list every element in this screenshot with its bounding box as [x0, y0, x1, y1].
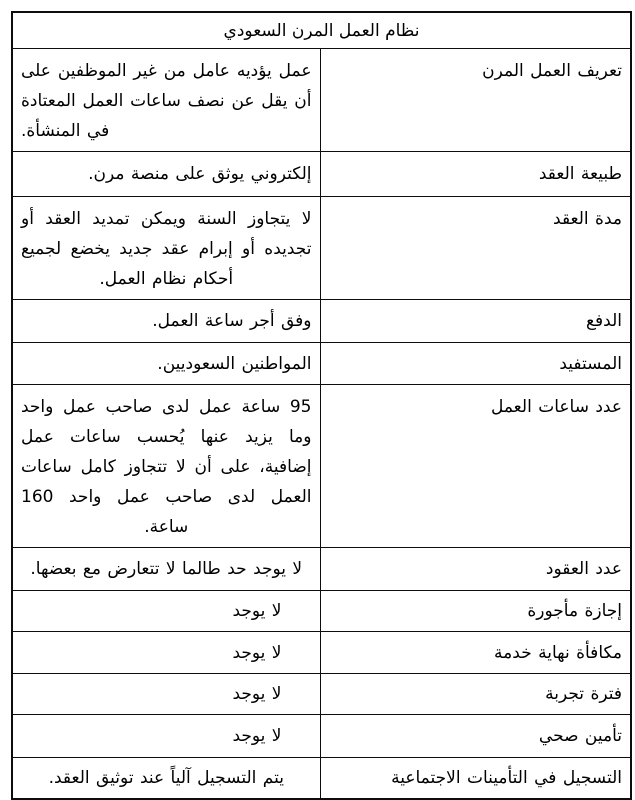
row-label: التسجيل في التأمينات الاجتماعية: [320, 758, 631, 800]
table-row: [12, 300, 631, 343]
row-label: فترة تجربة: [320, 674, 631, 715]
row-value: لا يوجد: [12, 715, 320, 758]
row-label: تعريف العمل المرن: [320, 49, 631, 152]
row-value: لا يوجد: [12, 632, 320, 674]
table-row: [12, 674, 631, 715]
row-value: إلكتروني يوثق على منصة مرن.: [12, 152, 320, 197]
row-label: عدد ساعات العمل: [320, 385, 631, 548]
row-label: المستفيد: [320, 343, 631, 385]
table-title: نظام العمل المرن السعودي: [12, 12, 631, 49]
row-value: لا يتجاوز السنة ويمكن تمديد العقد أو تجديده أو إبرام عقد جديد يخضع لجميع أحكام نظام العمل.: [12, 197, 320, 300]
row-label: مكافأة نهاية خدمة: [320, 632, 631, 674]
row-label: تأمين صحي: [320, 715, 631, 758]
table-title-row: [12, 12, 631, 49]
table-row: [12, 385, 631, 548]
row-label: عدد العقود: [320, 548, 631, 591]
row-value: لا يوجد حد طالما لا تتعارض مع بعضها.: [12, 548, 320, 591]
row-label: الدفع: [320, 300, 631, 343]
row-value: لا يوجد: [12, 591, 320, 632]
table-row: [12, 49, 631, 152]
row-value: لا يوجد: [12, 674, 320, 715]
table-row: [12, 548, 631, 591]
row-value: المواطنين السعوديين.: [12, 343, 320, 385]
flexible-work-table: [11, 11, 632, 800]
row-value: وفق أجر ساعة العمل.: [12, 300, 320, 343]
table-row: [12, 197, 631, 300]
row-label: طبيعة العقد: [320, 152, 631, 197]
table-row: [12, 632, 631, 674]
row-value: 95 ساعة عمل لدى صاحب عمل واحد وما يزيد عنها يُحسب ساعات عمل إضافية، على أن لا تتجاوز كامل ساعات العمل لدى صاحب عمل واحد 160 ساعة.: [12, 385, 320, 548]
table-row: [12, 758, 631, 800]
row-value: عمل يؤديه عامل من غير الموظفين على أن يقل عن نصف ساعات العمل المعتادة في المنشأة.: [12, 49, 320, 152]
row-label: مدة العقد: [320, 197, 631, 300]
table-row: [12, 152, 631, 197]
row-value: يتم التسجيل آلياً عند توثيق العقد.: [12, 758, 320, 800]
table-row: [12, 715, 631, 758]
table-row: [12, 343, 631, 385]
row-label: إجازة مأجورة: [320, 591, 631, 632]
table-row: [12, 591, 631, 632]
